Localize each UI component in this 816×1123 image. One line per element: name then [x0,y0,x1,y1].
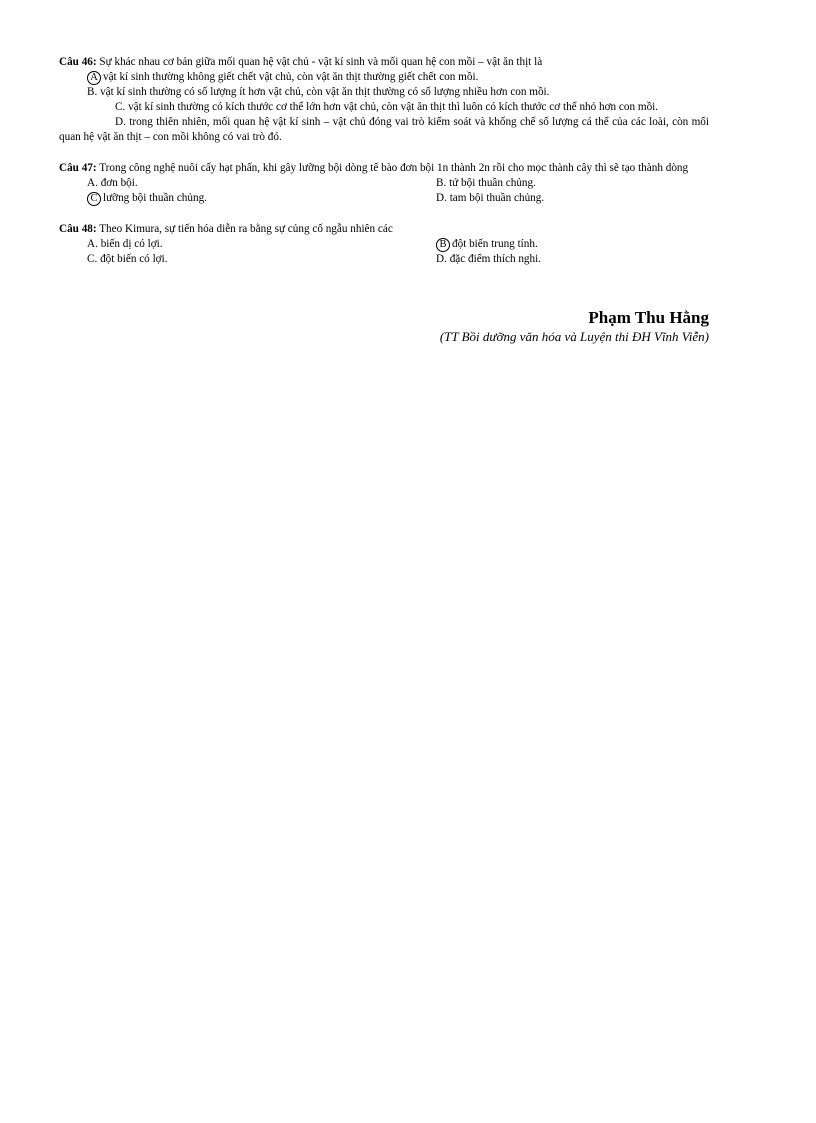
question-number: Câu 48: [59,223,97,235]
answer-circle-B: B [436,238,450,252]
options-grid [59,176,709,206]
option-text: lưỡng bội thuần chủng. [103,192,207,204]
answer-circle-A: A [87,71,101,85]
option-letter: C. [87,253,98,265]
option-a [87,176,436,191]
question-47 [59,161,709,206]
option-c [59,100,709,115]
option-letter: D. [436,192,447,204]
option-a [87,237,436,252]
options-grid [59,237,709,267]
option-text: tứ bội thuần chủng. [449,177,536,189]
option-d [436,191,709,206]
option-letter: D. [115,116,126,128]
option-b [59,85,709,100]
option-text: vật kí sinh thường không giết chết vật chủ, còn vật ăn thịt thường giết chết con mồi. [103,71,479,83]
question-text: Trong công nghệ nuôi cấy hạt phấn, khi gây lưỡng bội dòng tế bào đơn bội 1n thành 2n rồi cho mọc thành cây thì sẽ tạo thành dòng [99,162,689,174]
option-text: đột biến trung tính. [452,238,538,250]
author-name: Phạm Thu Hằng [588,308,709,327]
question-stem [59,55,709,70]
option-text: đột biến có lợi. [100,253,168,265]
option-letter: D. [436,253,447,265]
option-letter: C. [115,101,126,113]
option-text: đơn bội. [100,177,138,189]
option-letter: B. [436,177,447,189]
question-46 [59,55,709,145]
option-c [87,252,436,267]
option-text: trong thiên nhiên, mối quan hệ vật kí sinh – vật chủ đóng vai trò kiểm soát và khống chế số lượng cá thể của các loài, còn mối quan hệ vật ăn thịt – con mồi không có vai trò đó. [59,116,710,143]
question-stem [59,161,709,176]
answer-circle-C: C [87,192,101,206]
option-letter: A. [87,238,98,250]
question-text: Sự khác nhau cơ bản giữa mối quan hệ vật chủ - vật kí sinh và mối quan hệ con mồi – vật ăn thịt là [99,56,543,68]
question-text: Theo Kimura, sự tiến hóa diễn ra bằng sự củng cố ngẫu nhiên các [99,223,393,235]
option-text: biến dị có lợi. [100,238,163,250]
option-letter: A. [87,177,98,189]
question-number: Câu 46: [59,56,97,68]
question-stem [59,222,709,237]
option-b [436,176,709,191]
option-text: vật kí sinh thường có kích thước cơ thể lớn hơn vật chủ, còn vật ăn thịt thì luôn có kích thước cơ thể nhỏ hơn con mồi. [128,101,659,113]
option-c [87,191,436,206]
option-text: vật kí sinh thường có số lượng ít hơn vật chủ, còn vật ăn thịt thường có số lượng nhiều hơn con mồi. [100,86,550,98]
option-text: đặc điểm thích nghi. [449,253,542,265]
option-a [59,70,709,85]
question-48 [59,222,709,267]
question-number: Câu 47: [59,162,97,174]
author-signature [440,308,709,345]
option-letter: B. [87,86,98,98]
option-b [436,237,709,252]
option-d [59,115,709,145]
option-text: tam bội thuần chủng. [449,192,545,204]
option-d [436,252,709,267]
author-organization: (TT Bồi dưỡng văn hóa và Luyện thi ĐH Vĩnh Viễn) [439,329,709,344]
